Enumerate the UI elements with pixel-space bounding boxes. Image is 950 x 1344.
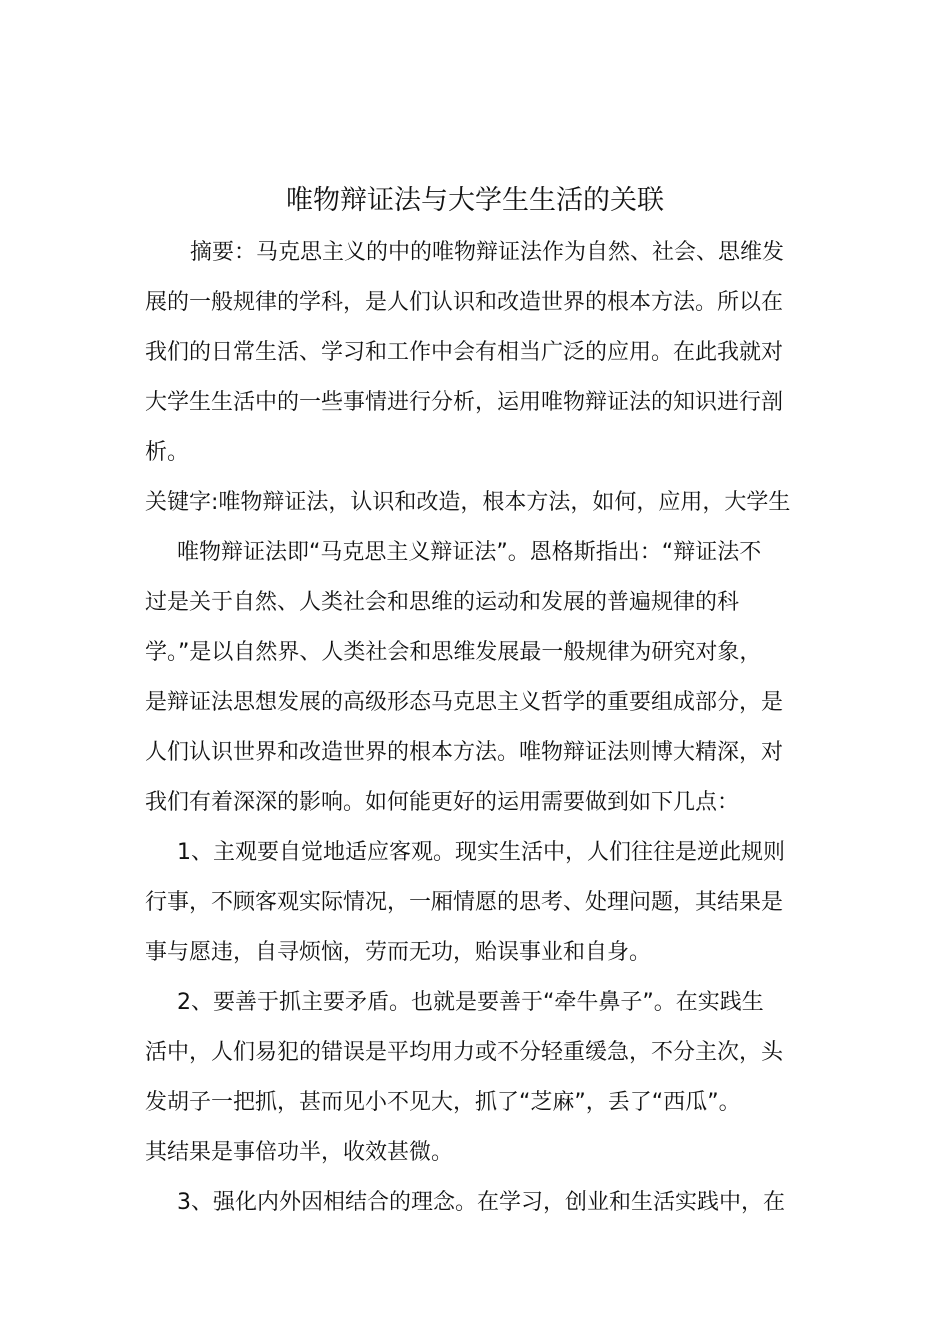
document-title: 唯物辩证法与大学生生活的关联 [286, 185, 664, 216]
paragraph-line: 我们有着深深的影响。如何能更好的运用需要做到如下几点： [145, 790, 740, 815]
abstract-line: 展的一般规律的学科，是人们认识和改造世界的根本方法。所以在 [145, 290, 784, 315]
list-item-line: 事与愿违，自寻烦恼，劳而无功，贻误事业和自身。 [145, 940, 652, 965]
list-item-line: 2、要善于抓主要矛盾。也就是要善于“牵牛鼻子”。在实践生 [177, 990, 764, 1015]
paragraph-line: 唯物辩证法即“马克思主义辩证法”。恩格斯指出：“辩证法不 [177, 540, 762, 565]
abstract-line: 析。 [145, 440, 190, 465]
paragraph-line: 是辩证法思想发展的高级形态马克思主义哲学的重要组成部分，是 [145, 690, 784, 715]
paragraph-line: 过是关于自然、人类社会和思维的运动和发展的普遍规律的科 [145, 590, 740, 615]
list-item-line: 1、主观要自觉地适应客观。现实生活中，人们往往是逆此规则 [177, 840, 785, 865]
abstract-line: 我们的日常生活、学习和工作中会有相当广泛的应用。在此我就对 [145, 340, 784, 365]
list-item-line: 活中，人们易犯的错误是平均用力或不分轻重缓急，不分主次，头 [145, 1040, 784, 1065]
document-body [145, 228, 810, 1228]
paragraph-line: 人们认识世界和改造世界的根本方法。唯物辩证法则博大精深，对 [145, 740, 784, 765]
keywords-line: 关键字:唯物辩证法，认识和改造，根本方法，如何，应用，大学生 [145, 490, 791, 515]
abstract-line: 摘要：马克思主义的中的唯物辩证法作为自然、社会、思维发 [190, 240, 785, 265]
list-item-line: 3、强化内外因相结合的理念。在学习，创业和生活实践中，在 [177, 1190, 785, 1215]
paragraph-line: 学。”是以自然界、人类社会和思维发展最一般规律为研究对象， [145, 640, 762, 665]
list-item-line: 其结果是事倍功半，收效甚微。 [145, 1140, 454, 1165]
abstract-line: 大学生生活中的一些事情进行分析，运用唯物辩证法的知识进行剖 [145, 390, 784, 415]
list-item-line: 行事，不顾客观实际情况，一厢情愿的思考、处理问题，其结果是 [145, 890, 784, 915]
list-item-line: 发胡子一把抓，甚而见小不见大，抓了“芝麻”，丢了“西瓜”。 [145, 1090, 741, 1115]
